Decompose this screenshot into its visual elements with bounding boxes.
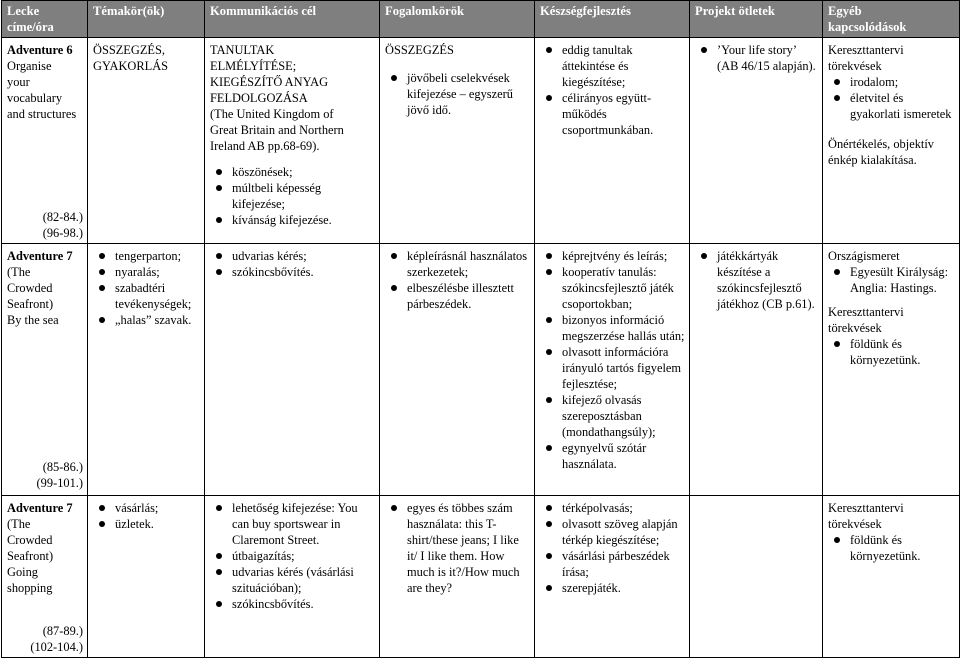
topic-cell: [88, 496, 205, 658]
lesson-desc: (The Crowded Seafront) Going shopping: [7, 517, 54, 595]
lesson-pages: (82-84.): [42, 210, 83, 224]
lesson-desc: (The Crowded Seafront) By the sea: [7, 265, 59, 327]
list-item: nyaralás;: [115, 264, 200, 280]
project-cell: [690, 496, 823, 658]
header-skills: Készségfejlesztés: [535, 1, 690, 38]
list-item: lehetőség kifejezése: You can buy sportswear in Claremont Street.: [232, 500, 375, 548]
header-project: Projekt ötletek: [690, 1, 823, 38]
list-item: „halas” szavak.: [115, 312, 200, 328]
list-item: egynyelvű szótár használata.: [562, 440, 685, 472]
list-item: üzletek.: [115, 516, 200, 532]
goal-text: TANULTAK ELMÉLYÍTÉSE; KIEGÉSZÍTŐ ANYAG FELDOLGOZÁSA (The United Kingdom of Great Britain and Northern Ireland AB pp.68-69).: [210, 43, 344, 153]
list-item: szabadtéri tevékenységek;: [115, 280, 200, 312]
list-item: képrejtvény és leírás;: [562, 248, 685, 264]
concepts-cell: [380, 244, 535, 496]
other-cell: [823, 38, 960, 244]
topic-cell: [88, 244, 205, 496]
skills-cell: [535, 244, 690, 496]
lesson-pages: (102-104.): [30, 640, 83, 654]
goal-cell: [205, 496, 380, 658]
lesson-pages: (96-98.): [42, 226, 83, 240]
table-row: [2, 244, 960, 496]
other-cell: [823, 496, 960, 658]
list-item: olvasott információra irányuló tartós figyelem fejlesztése;: [562, 344, 685, 392]
lesson-cell: [2, 38, 88, 244]
lesson-desc: Organise your vocabulary and structures: [7, 59, 77, 121]
list-item: útbaigazítás;: [232, 548, 375, 564]
header-topic: Témakör(ök): [88, 1, 205, 38]
list-item: földünk és környezetünk.: [850, 336, 955, 368]
lesson-pages: (85-86.): [42, 460, 83, 474]
list-item: szerepjáték.: [562, 580, 685, 596]
list-item: bizonyos információ megszerzése hallás után;: [562, 313, 685, 343]
topic-cell: [88, 38, 205, 244]
other-heading: Kereszttantervi törekvések: [828, 43, 904, 73]
list-item: földünk és környezetünk.: [850, 532, 955, 564]
list-item: egyes és többes szám használata: this T-shirt/these jeans; I like it/ I like them. How much is it?/How much are they?: [407, 500, 530, 596]
list-item: ’Your life story’ (AB 46/15 alapján).: [717, 42, 818, 74]
list-item: játékkártyák készítése a szókincsfejlesztő játékhoz (CB p.61).: [717, 248, 818, 312]
header-concepts: Fogalomkörök: [380, 1, 535, 38]
skills-cell: [535, 496, 690, 658]
goal-cell: [205, 244, 380, 496]
other-cell: [823, 244, 960, 496]
other-heading: Kereszttantervi törekvések: [828, 305, 904, 335]
header-other: Egyéb kapcsolódások: [823, 1, 960, 38]
list-item: szókincsbővítés.: [232, 264, 375, 280]
project-cell: [690, 244, 823, 496]
list-item: képleírásnál használatos szerkezetek;: [407, 248, 530, 280]
goal-cell: [205, 38, 380, 244]
list-item: múltbeli képesség kifejezése;: [232, 180, 375, 212]
lesson-title: Adventure 6: [7, 43, 73, 57]
list-item: olvasott szöveg alapján térkép kiegészítése;: [562, 516, 685, 548]
list-item: Egyesült Királyság: Anglia: Hastings.: [850, 264, 955, 296]
curriculum-table: [1, 0, 960, 658]
other-extra: Önértékelés, objektív énkép kialakítása.: [828, 137, 934, 167]
header-goal: Kommunikációs cél: [205, 1, 380, 38]
topic-text: ÖSSZEGZÉS, GYAKORLÁS: [93, 43, 169, 73]
list-item: udvarias kérés;: [232, 248, 375, 264]
lesson-pages: (99-101.): [36, 476, 83, 490]
list-item: célirányos együtt-működés csoportmunkában.: [562, 90, 685, 138]
list-item: térképolvasás;: [562, 500, 685, 516]
header-row: [2, 1, 960, 38]
header-lesson: Lecke címe/óra: [2, 1, 88, 38]
lesson-title: Adventure 7: [7, 249, 73, 263]
list-item: vásárlási párbeszédek írása;: [562, 548, 685, 580]
list-item: szókincsbővítés.: [232, 596, 375, 612]
lesson-cell: [2, 496, 88, 658]
concepts-heading: ÖSSZEGZÉS: [385, 43, 454, 57]
list-item: kívánság kifejezése.: [232, 212, 375, 228]
list-item: vásárlás;: [115, 500, 200, 516]
list-item: kooperatív tanulás: szókincsfejlesztő játék csoportokban;: [562, 264, 685, 312]
list-item: köszönések;: [232, 164, 375, 180]
other-heading: Kereszttantervi törekvések: [828, 501, 904, 531]
concepts-cell: [380, 496, 535, 658]
list-item: tengerparton;: [115, 248, 200, 264]
list-item: udvarias kérés (vásárlási szituációban);: [232, 564, 375, 596]
table-row: [2, 38, 960, 244]
lesson-title: Adventure 7: [7, 501, 73, 515]
lesson-pages: (87-89.): [42, 624, 83, 638]
skills-cell: [535, 38, 690, 244]
list-item: életvitel és gyakorlati ismeretek: [850, 90, 955, 122]
list-item: kifejező olvasás szereposztásban (mondathangsúly);: [562, 392, 685, 440]
list-item: irodalom;: [850, 74, 955, 90]
project-cell: [690, 38, 823, 244]
table-row: [2, 496, 960, 658]
lesson-cell: [2, 244, 88, 496]
concepts-cell: [380, 38, 535, 244]
other-heading: Országismeret: [828, 249, 900, 263]
list-item: elbeszélésbe illesztett párbeszédek.: [407, 280, 530, 312]
list-item: jövőbeli cselekvések kifejezése – egyszerű jövő idő.: [407, 70, 530, 118]
list-item: eddig tanultak áttekintése és kiegészítése;: [562, 42, 685, 90]
